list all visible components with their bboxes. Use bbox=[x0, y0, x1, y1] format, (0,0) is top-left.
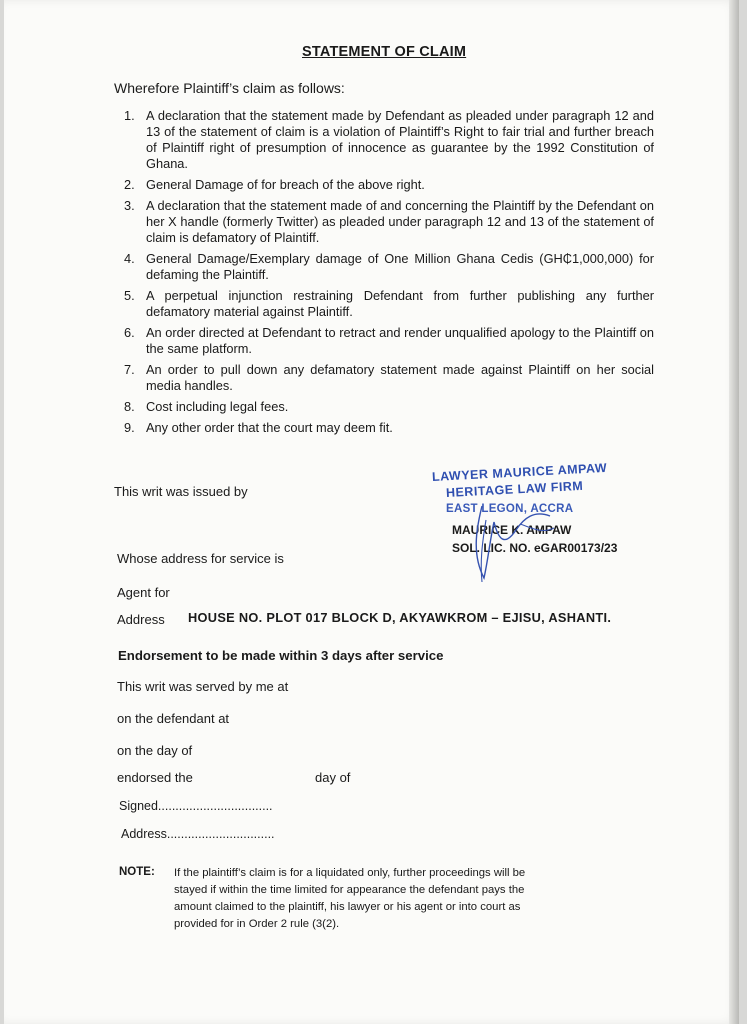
claim-text: A perpetual injunction restraining Defendant from further publishing any further defamatory material against Plaintiff. bbox=[146, 288, 654, 319]
writ-issued-by-label: This writ was issued by bbox=[114, 484, 248, 499]
claim-number: 9. bbox=[124, 420, 135, 435]
address-for-service-label: Whose address for service is bbox=[117, 551, 284, 566]
claims-list bbox=[124, 108, 654, 441]
on-defendant-label: on the defendant at bbox=[117, 711, 230, 726]
claim-text: General Damage/Exemplary damage of One Million Ghana Cedis (GH₵1,000,000) for defaming the Plaintiff. bbox=[146, 251, 654, 282]
claim-number: 7. bbox=[124, 362, 135, 377]
claim-text: Any other order that the court may deem fit. bbox=[146, 420, 393, 435]
stamp-location: EAST LEGON, ACCRA bbox=[446, 503, 574, 515]
claim-number: 6. bbox=[124, 325, 135, 340]
claim-number: 2. bbox=[124, 177, 135, 192]
note-text: If the plaintiff’s claim is for a liquidated only, further proceedings will be stayed if within the time limited for appearance the defendant pays the amount claimed to the plaintiff, his lawyer or his agent or into court as provided for in Order 2 rule (3(2). bbox=[174, 867, 526, 930]
stamp-firm-name: HERITAGE LAW FIRM bbox=[445, 478, 584, 500]
signature-mark bbox=[424, 470, 654, 590]
claim-text: A declaration that the statement made of and concerning the Plaintiff by the Defendant on her X handle (formerly Twitter) as pleaded under paragraph 12 and 13 of the statement of claim is defamatory of Plaintiff. bbox=[146, 198, 654, 245]
law-firm-stamp bbox=[424, 460, 654, 590]
address-label: Address bbox=[117, 612, 165, 627]
signed-line: Signed................................. bbox=[119, 799, 273, 813]
claim-number: 3. bbox=[124, 198, 135, 213]
endorsement-heading: Endorsement to be made within 3 days after service bbox=[118, 648, 444, 663]
claim-text: A declaration that the statement made by Defendant as pleaded under paragraph 12 and 13 of the statement of claim is a violation of Plaintiff’s Right to fair trial and further breach of Plaintiff right of presumption of innocence as guarantee by the 1992 Constitution of Ghana. bbox=[146, 108, 654, 171]
claim-number: 8. bbox=[124, 399, 135, 414]
claim-text: General Damage of for breach of the above right. bbox=[146, 177, 425, 192]
claim-text: An order directed at Defendant to retract and render unqualified apology to the Plaintiff on the same platform. bbox=[146, 325, 654, 356]
claim-item bbox=[124, 362, 654, 394]
claim-item bbox=[124, 288, 654, 320]
claims-intro: Wherefore Plaintiff’s claim as follows: bbox=[114, 80, 345, 96]
on-day-of-label: on the day of bbox=[117, 743, 193, 758]
claim-text: An order to pull down any defamatory statement made against Plaintiff on her social media handles. bbox=[146, 362, 654, 393]
day-of-label: day of bbox=[315, 770, 351, 785]
claim-item bbox=[124, 399, 654, 415]
served-by-label: This writ was served by me at bbox=[117, 679, 289, 694]
address-line: Address............................... bbox=[121, 827, 275, 841]
document-page bbox=[4, 0, 739, 1024]
claim-item bbox=[124, 251, 654, 283]
claim-item bbox=[124, 325, 654, 357]
claim-number: 4. bbox=[124, 251, 135, 266]
note-label: NOTE: bbox=[119, 866, 155, 878]
claim-item bbox=[124, 177, 654, 193]
page-title: STATEMENT OF CLAIM bbox=[302, 44, 467, 60]
claim-item bbox=[124, 420, 654, 436]
claim-item bbox=[124, 108, 654, 172]
claim-number: 5. bbox=[124, 288, 135, 303]
endorsed-the-label: endorsed the bbox=[117, 770, 193, 785]
stamp-lawyer-name: LAWYER MAURICE AMPAW bbox=[431, 460, 608, 484]
stamp-signatory: MAURICE K. AMPAW bbox=[452, 523, 572, 537]
claim-number: 1. bbox=[124, 108, 135, 123]
address-value: HOUSE NO. PLOT 017 BLOCK D, AKYAWKROM – EJISU, ASHANTI. bbox=[188, 610, 612, 625]
page-edge-shadow bbox=[729, 0, 739, 1024]
agent-for-label: Agent for bbox=[117, 585, 170, 600]
stamp-license: SOL. LIC. NO. eGAR00173/23 bbox=[452, 541, 618, 555]
claim-item bbox=[124, 198, 654, 246]
claim-text: Cost including legal fees. bbox=[146, 399, 289, 414]
